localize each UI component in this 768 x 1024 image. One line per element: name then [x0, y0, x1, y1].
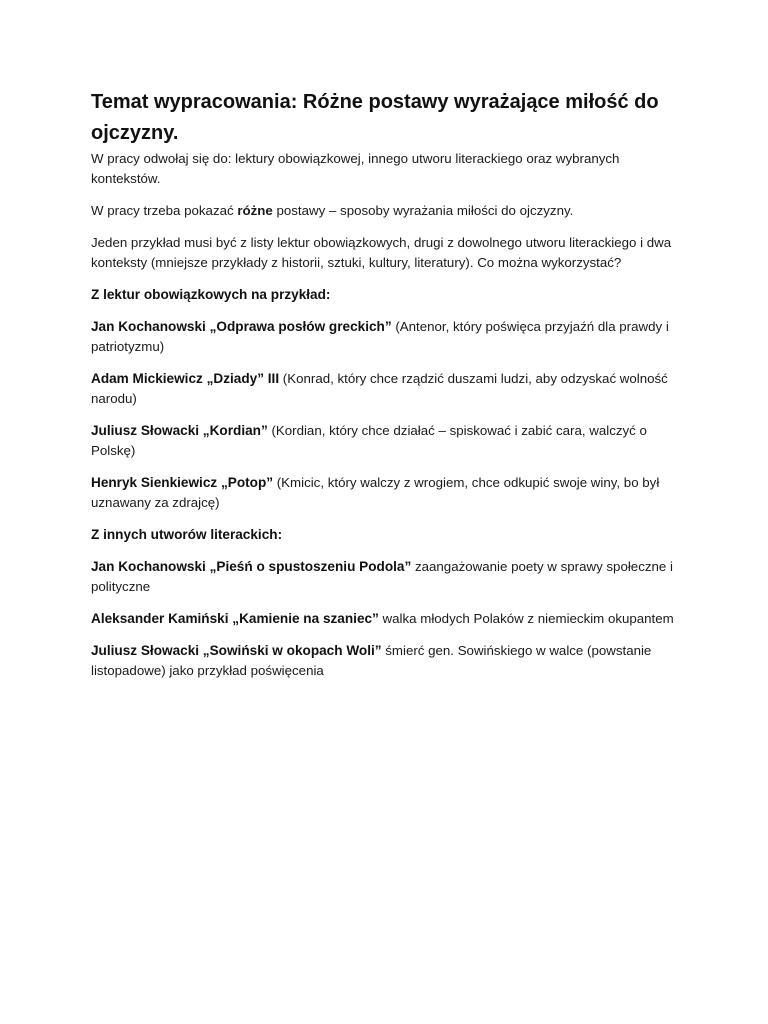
intro-p2-emphasis: różne: [237, 203, 273, 218]
other-work-item: [91, 557, 680, 597]
other-work-item: [91, 609, 680, 629]
other-work-note: śmierć gen. Sowińskiego w walce (powstanie listopadowe) jako przykład poświęcenia: [91, 643, 652, 678]
reading-note: (Kordian, który chce działać – spiskować i zabić cara, walczyć o Polskę): [91, 423, 647, 458]
reading-item: [91, 473, 680, 513]
section-heading-other-works: Z innych utworów literackich:: [91, 527, 283, 542]
other-work-title: Jan Kochanowski „Pieśń o spustoszeniu Podola”: [91, 559, 412, 574]
other-work-note: walka młodych Polaków z niemieckim okupantem: [378, 611, 674, 626]
intro-p2-before: W pracy trzeba pokazać: [91, 203, 238, 218]
document-title: Temat wypracowania: Różne postawy wyrażające miłość do ojczyzny.: [91, 91, 659, 144]
other-work-title: Juliusz Słowacki „Sowiński w okopach Woli”: [91, 643, 382, 658]
reading-work-title: Jan Kochanowski „Odprawa posłów greckich”: [91, 319, 392, 334]
reading-work-title: Adam Mickiewicz „Dziady” III: [91, 371, 280, 386]
reading-item: [91, 317, 680, 357]
reading-work-title: Henryk Sienkiewicz „Potop”: [91, 475, 274, 490]
reading-note: (Kmicic, który walczy z wrogiem, chce odkupić swoje winy, bo był uznawany za zdrajcę): [91, 475, 660, 510]
reading-note: (Konrad, który chce rządzić duszami ludzi, aby odzyskać wolność narodu): [91, 371, 668, 406]
intro-paragraph-examples: Jeden przykład musi być z listy lektur obowiązkowych, drugi z dowolnego utworu literackiego i dwa konteksty (mniejsze przykłady z historii, sztuki, kultury, literatury). Co można wykorzystać?: [91, 235, 672, 270]
intro-paragraph-attitudes: [91, 201, 680, 221]
intro-p2-after: postawy – sposoby wyrażania miłości do ojczyzny.: [272, 203, 574, 218]
other-work-note: zaangażowanie poety w sprawy społeczne i polityczne: [91, 559, 673, 594]
other-work-item: [91, 641, 680, 681]
reading-work-title: Juliusz Słowacki „Kordian”: [91, 423, 268, 438]
reading-item: [91, 369, 680, 409]
reading-note: (Antenor, który poświęca przyjaźń dla prawdy i patriotyzmu): [91, 319, 669, 354]
section-heading-mandatory-readings: Z lektur obowiązkowych na przykład:: [91, 287, 331, 302]
intro-paragraph-sources: W pracy odwołaj się do: lektury obowiązkowej, innego utworu literackiego oraz wybranych kontekstów.: [91, 151, 620, 186]
reading-item: [91, 421, 680, 461]
other-work-title: Aleksander Kamiński „Kamienie na szaniec”: [91, 611, 379, 626]
